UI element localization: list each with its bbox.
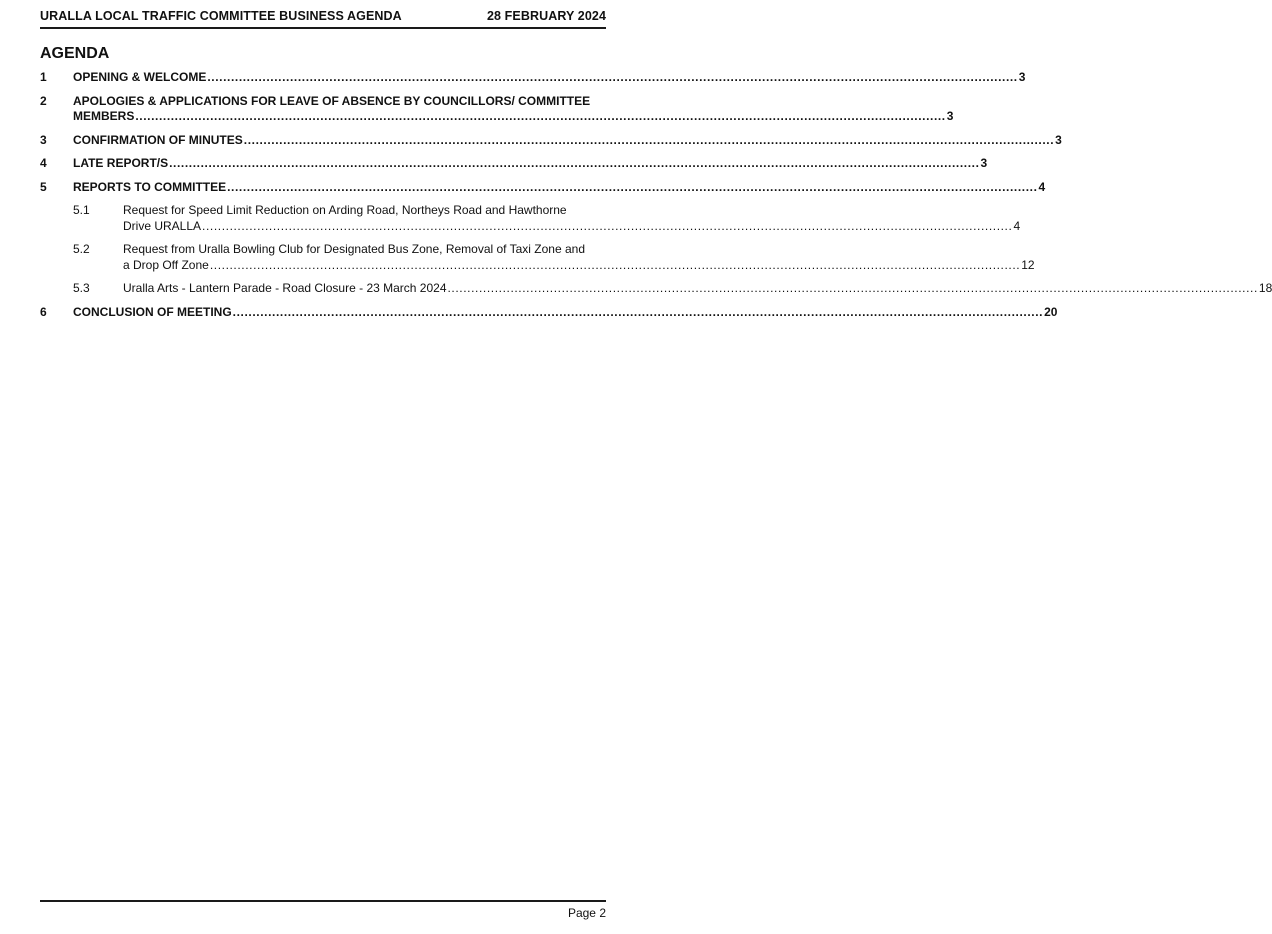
toc-number: 2	[40, 93, 47, 108]
page-header	[40, 9, 606, 29]
toc-number: 1	[40, 70, 47, 84]
toc-page-number: 4	[1013, 218, 1021, 233]
toc-leader	[202, 219, 1012, 235]
toc-leader	[210, 258, 1020, 274]
toc-page-number: 18	[1258, 281, 1272, 295]
toc-number: 5.3	[73, 281, 90, 295]
toc-title: CONCLUSION OF MEETING	[73, 304, 232, 319]
toc-leader	[227, 180, 1037, 196]
footer-divider	[40, 900, 606, 902]
toc-entry-5-3[interactable]	[40, 281, 1272, 297]
toc-entry-5[interactable]	[40, 179, 1046, 196]
toc-page-number: 3	[1055, 132, 1062, 147]
toc-title-line1: Request from Uralla Bowling Club for Designated Bus Zone, Removal of Taxi Zone and	[123, 242, 586, 256]
toc-page-number: 3	[1018, 70, 1026, 84]
toc-title: MEMBERS	[73, 109, 135, 123]
toc-entry-5-1[interactable]	[40, 203, 1021, 234]
toc-leader	[244, 133, 1054, 149]
toc-title: REPORTS TO COMMITTEE	[73, 179, 227, 194]
toc-page-number: 3	[946, 109, 954, 123]
toc-leader	[135, 109, 945, 125]
toc-leader	[233, 305, 1043, 321]
table-of-contents	[40, 70, 1272, 328]
toc-number: 6	[40, 304, 47, 319]
toc-title: Drive URALLA	[123, 218, 202, 233]
toc-title: OPENING & WELCOME	[73, 70, 207, 84]
toc-entry-4[interactable]	[40, 156, 988, 172]
toc-leader	[448, 281, 1258, 297]
toc-title: Uralla Arts - Lantern Parade - Road Closure - 23 March 2024	[123, 281, 447, 295]
toc-entry-3[interactable]	[40, 132, 1062, 149]
toc-number: 4	[40, 156, 47, 170]
toc-number: 5	[40, 179, 47, 194]
toc-page-number: 4	[1038, 179, 1046, 194]
toc-title: CONFIRMATION OF MINUTES	[73, 132, 243, 147]
toc-title: a Drop Off Zone	[123, 257, 209, 272]
toc-entry-5-2[interactable]	[40, 242, 1035, 273]
toc-title-line1: APOLOGIES & APPLICATIONS FOR LEAVE OF ABSENCE BY COUNCILLORS/ COMMITTEE	[73, 93, 591, 108]
agenda-heading: AGENDA	[40, 45, 110, 62]
toc-entry-6[interactable]	[40, 304, 1058, 321]
toc-number: 3	[40, 132, 47, 147]
toc-leader	[207, 70, 1017, 86]
header-title: URALLA LOCAL TRAFFIC COMMITTEE BUSINESS AGENDA	[40, 9, 402, 23]
toc-leader	[169, 156, 979, 172]
toc-entry-1[interactable]	[40, 70, 1026, 86]
toc-entry-2[interactable]	[40, 93, 954, 125]
toc-number: 5.2	[73, 242, 90, 256]
toc-title: LATE REPORT/S	[73, 156, 169, 170]
toc-page-number: 12	[1021, 257, 1035, 272]
footer-page-number: Page 2	[567, 906, 606, 920]
toc-page-number: 20	[1044, 304, 1058, 319]
toc-page-number: 3	[980, 156, 988, 170]
toc-number: 5.1	[73, 203, 90, 217]
header-date: 28 FEBRUARY 2024	[486, 9, 606, 23]
toc-title-line1: Request for Speed Limit Reduction on Arding Road, Northeys Road and Hawthorne	[123, 203, 567, 217]
